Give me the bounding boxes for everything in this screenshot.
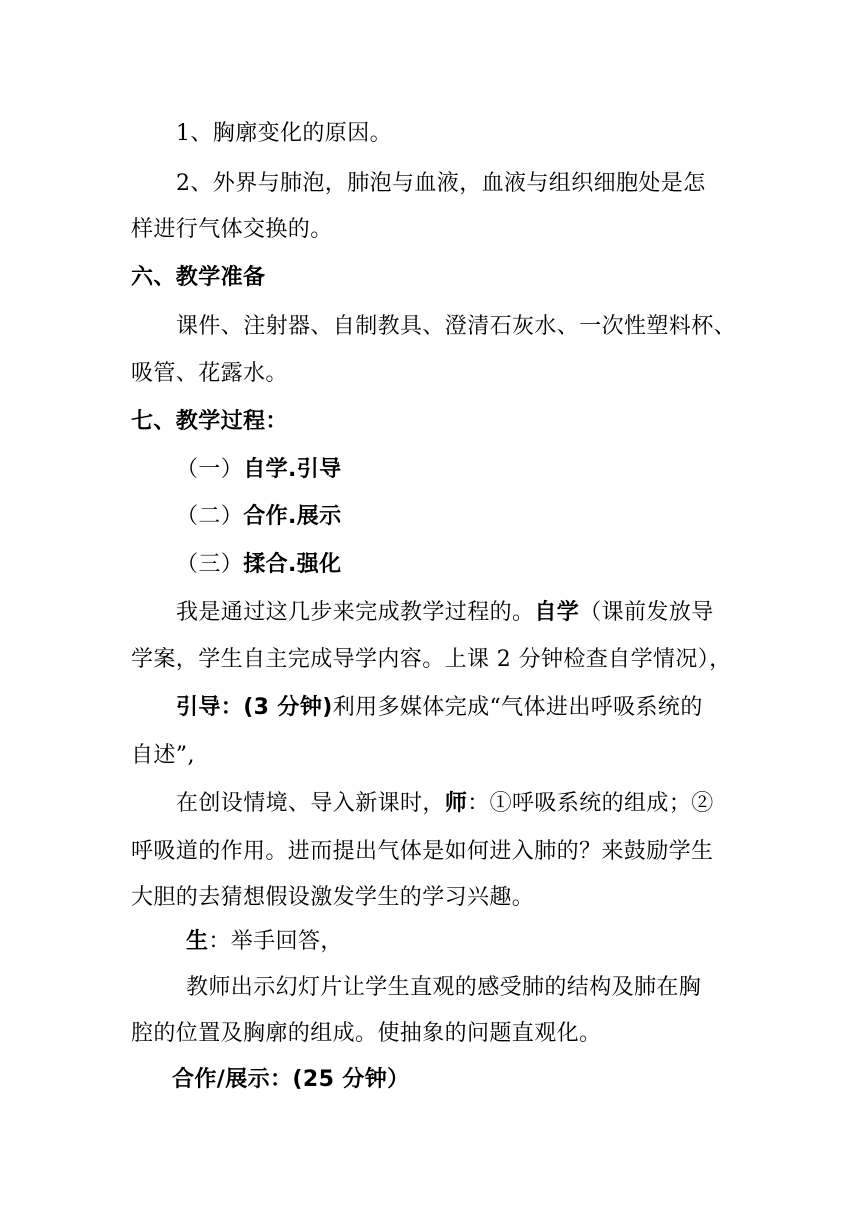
para-3-text-a: 在创设情境、导入新课时， xyxy=(176,791,445,816)
paragraph-4-line-2 xyxy=(131,1018,601,1050)
para-3-keyword: 师 xyxy=(444,791,468,816)
final-heading xyxy=(172,1064,410,1096)
heading-6-text: 六、教学准备 xyxy=(131,265,266,290)
prep-line-2 xyxy=(131,358,288,390)
paragraph-4-line-1 xyxy=(186,972,701,1004)
para-2-text: 利用多媒体完成“气体进出呼吸系统的 xyxy=(332,695,703,720)
para-1-text-c: （课前发放导 xyxy=(579,600,714,625)
section-heading-7 xyxy=(131,406,288,438)
para-4-text: 教师出示幻灯片让学生直观的感受肺的结构及肺在胸 xyxy=(186,975,702,1000)
para-3-text-c: ：①呼吸系统的组成；② xyxy=(467,791,714,816)
item-2-continuation: 样进行气体交换的。 xyxy=(131,217,333,242)
student-response xyxy=(186,926,343,958)
step-2-prefix: （二） xyxy=(176,504,244,529)
para-1-continuation: 学案，学生自主完成导学内容。上课 2 分钟检查自学情况）， xyxy=(131,647,732,672)
paragraph-3-line-1 xyxy=(176,788,714,820)
paragraph-2-line-2 xyxy=(131,740,195,772)
step-2-text: 合作.展示 xyxy=(243,504,342,529)
heading-7-text: 七、教学过程： xyxy=(131,409,288,434)
step-1 xyxy=(176,454,342,486)
item-1-text: 1、胸廓变化的原因。 xyxy=(176,121,392,146)
para-1-text-a: 我是通过这几步来完成教学过程的。 xyxy=(176,600,535,625)
para-2-continuation: 自述”, xyxy=(131,743,195,768)
para-2-keyword: 引导：(3 分钟) xyxy=(176,695,333,720)
paragraph-2-line-1 xyxy=(176,692,703,724)
para-1-keyword: 自学 xyxy=(534,600,580,625)
step-1-prefix: （一） xyxy=(176,457,244,482)
step-3 xyxy=(176,549,342,581)
prep-continuation: 吸管、花露水。 xyxy=(131,361,288,386)
prep-line-1 xyxy=(176,311,736,343)
paragraph-1-line-2 xyxy=(131,644,732,676)
list-item-2-line-2 xyxy=(131,214,333,246)
paragraph-3-line-2 xyxy=(131,836,713,868)
para-3-continuation-2: 大胆的去猜想假设激发学生的学习兴趣。 xyxy=(131,885,535,910)
list-item-2-line-1 xyxy=(176,168,706,200)
prep-text: 课件、注射器、自制教具、澄清石灰水、一次性塑料杯、 xyxy=(176,314,737,339)
item-2-text: 2、外界与肺泡，肺泡与血液，血液与组织细胞处是怎 xyxy=(176,171,706,196)
section-heading-6 xyxy=(131,262,265,294)
student-text: ：举手回答， xyxy=(208,929,343,954)
step-2 xyxy=(176,501,342,533)
paragraph-1-line-1 xyxy=(176,597,714,629)
step-1-text: 自学.引导 xyxy=(243,457,342,482)
student-label: 生 xyxy=(186,929,209,954)
para-3-continuation-1: 呼吸道的作用。进而提出气体是如何进入肺的？来鼓励学生 xyxy=(131,839,714,864)
list-item-1 xyxy=(176,118,392,150)
para-4-continuation: 腔的位置及胸廓的组成。使抽象的问题直观化。 xyxy=(131,1021,602,1046)
paragraph-3-line-3 xyxy=(131,882,534,914)
step-3-text: 揉合.强化 xyxy=(243,552,342,577)
final-heading-text: 合作/展示：(25 分钟） xyxy=(172,1067,410,1092)
step-3-prefix: （三） xyxy=(176,552,244,577)
